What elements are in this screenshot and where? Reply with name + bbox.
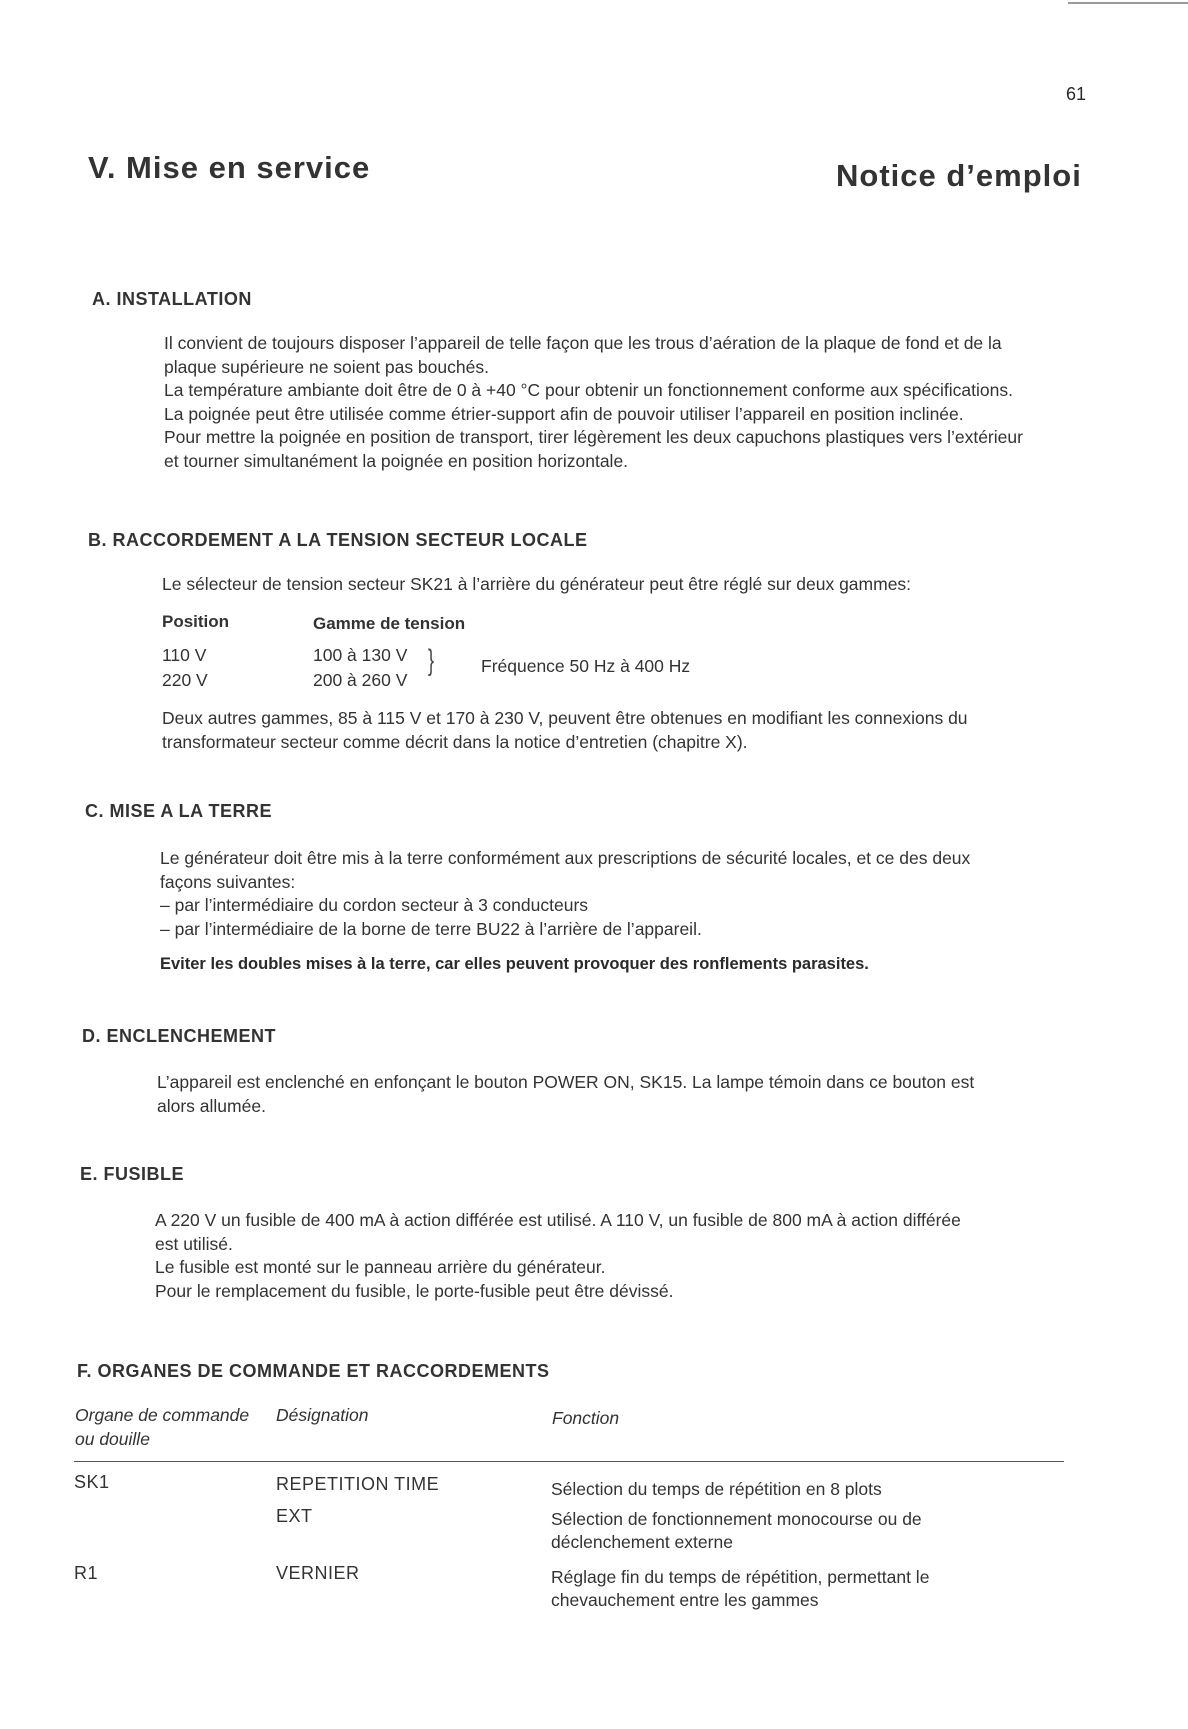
brace-symbol: }	[428, 644, 435, 677]
organe-cell: SK1	[74, 1472, 110, 1492]
organe-column-header-line2: ou douille	[75, 1429, 150, 1449]
section-e-text	[155, 1209, 1095, 1303]
text-line: Réglage fin du temps de répétition, permettant le	[551, 1567, 930, 1587]
range-cell: 200 à 260 V	[313, 670, 408, 690]
fonction-cell: Sélection du temps de répétition en 8 plots	[551, 1479, 882, 1499]
fonction-cell	[551, 1508, 991, 1554]
text-line: Le fusible est monté sur le panneau arrière du générateur.	[155, 1257, 606, 1277]
section-b-note	[162, 707, 1102, 754]
organe-cell: R1	[74, 1563, 99, 1583]
position-column-header: Position	[162, 612, 230, 631]
text-line: L’appareil est enclenché en enfonçant le bouton POWER ON, SK15. La lampe témoin dans ce bouton est	[157, 1072, 975, 1092]
section-d-heading: D. ENCLENCHEMENT	[82, 1026, 277, 1046]
text-line: Deux autres gammes, 85 à 115 V et 170 à 230 V, peuvent être obtenues en modifiant les connexions du	[162, 708, 968, 728]
text-line: chevauchement entre les gammes	[551, 1590, 819, 1610]
fonction-cell	[551, 1566, 991, 1612]
designation-cell: VERNIER	[276, 1563, 360, 1583]
text-line: – par l’intermédiaire du cordon secteur à 3 conducteurs	[160, 895, 589, 915]
manual-title: Notice d’emploi	[836, 158, 1082, 193]
range-cell: 100 à 130 V	[313, 645, 408, 665]
section-b-heading: B. RACCORDEMENT A LA TENSION SECTEUR LOCALE	[88, 530, 588, 550]
text-line: Pour le remplacement du fusible, le porte-fusible peut être dévissé.	[155, 1280, 674, 1301]
section-a-text	[164, 332, 1104, 473]
text-line: transformateur secteur comme décrit dans la notice d’entretien (chapitre X).	[162, 731, 748, 752]
chapter-title: V. Mise en service	[88, 150, 371, 185]
designation-cell: REPETITION TIME	[276, 1474, 440, 1494]
text-line: façons suivantes:	[160, 871, 296, 892]
text-line: La poignée peut être utilisée comme étrier-support afin de pouvoir utiliser l’appareil en position inclinée.	[164, 403, 964, 424]
organe-column-header: Organe de commande	[75, 1405, 250, 1425]
section-d-text	[157, 1071, 1097, 1118]
position-cell: 220 V	[162, 670, 208, 690]
grounding-warning: Eviter les doubles mises à la terre, car elles peuvent provoquer des ronflements parasites.	[160, 955, 869, 973]
section-a-heading: A. INSTALLATION	[92, 289, 252, 309]
text-line: A 220 V un fusible de 400 mA à action différée est utilisé. A 110 V, un fusible de 800 mA à action différée	[155, 1210, 961, 1230]
fonction-column-header: Fonction	[552, 1408, 620, 1428]
text-line: Sélection de fonctionnement monocourse ou de	[551, 1509, 922, 1529]
designation-column-header: Désignation	[276, 1405, 369, 1425]
corner-mark	[1068, 2, 1188, 4]
text-line: Le générateur doit être mis à la terre conformément aux prescriptions de sécurité locales, et ce des deux	[160, 848, 971, 868]
section-c-text	[160, 847, 1100, 941]
section-b-intro: Le sélecteur de tension secteur SK21 à l’arrière du générateur peut être réglé sur deux gammes:	[162, 574, 912, 594]
text-line: et tourner simultanément la poignée en position horizontale.	[164, 450, 629, 471]
position-cell: 110 V	[162, 645, 207, 665]
designation-cell: EXT	[276, 1506, 313, 1526]
text-line: alors allumée.	[157, 1095, 266, 1116]
text-line: plaque supérieure ne soient pas bouchés.	[164, 356, 489, 377]
section-f-heading: F. ORGANES DE COMMANDE ET RACCORDEMENTS	[77, 1361, 550, 1381]
text-line: Pour mettre la poignée en position de transport, tirer légèrement les deux capuchons plastiques vers l’extérieur	[164, 427, 1023, 447]
page-number: 61	[1066, 84, 1087, 104]
text-line: déclenchement externe	[551, 1532, 733, 1552]
frequency-note: Fréquence 50 Hz à 400 Hz	[481, 656, 691, 676]
section-e-heading: E. FUSIBLE	[80, 1164, 185, 1184]
section-c-heading: C. MISE A LA TERRE	[85, 801, 273, 821]
text-line: La température ambiante doit être de 0 à +40 °C pour obtenir un fonctionnement conforme aux spécifications.	[164, 380, 1013, 400]
text-line: Il convient de toujours disposer l’appareil de telle façon que les trous d’aération de la plaque de fond et de la	[164, 333, 1002, 353]
table-header-rule	[74, 1461, 1064, 1462]
text-line: est utilisé.	[155, 1233, 233, 1254]
text-line: – par l’intermédiaire de la borne de terre BU22 à l’arrière de l’appareil.	[160, 918, 702, 939]
range-column-header: Gamme de tension	[313, 614, 466, 633]
